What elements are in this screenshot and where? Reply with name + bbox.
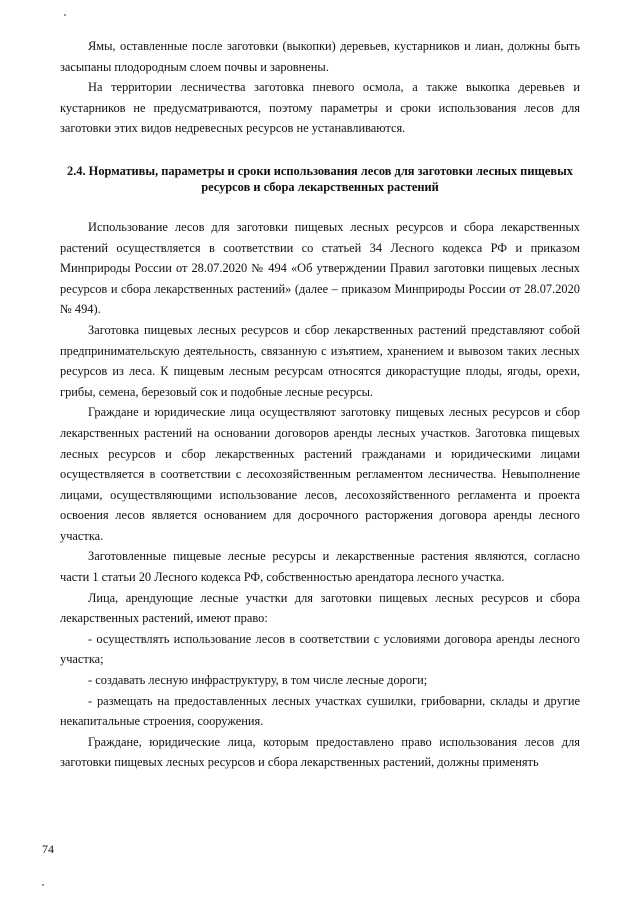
paragraph-harvesting-definition: Заготовка пищевых лесных ресурсов и сбор лекарственных растений представляют собой предпринимательскую деятельность, связанную с изъятием, хранением и вывозом таких лесных ресурсов из леса. К пищевым лесным ресурсам относятся дикорастущие плоды, ягоды, орехи, грибы, семена, березовый сок и подобные лесные ресурсы. (60, 322, 580, 399)
paragraph-obligations: Граждане, юридические лица, которым предоставлено право использования лесов для заготовки пищевых лесных ресурсов и сбора лекарственных растений, должны применять (60, 734, 580, 770)
list-item-text: - размещать на предоставленных лесных участках сушилки, грибоварни, склады и другие некапитальные строения, сооружения. (60, 693, 580, 729)
paragraph-stump-resin: На территории лесничества заготовка пневого осмола, а также выкопка деревьев и кустарников не предусматриваются, поэтому параметры и сроки использования лесов для заготовки этих видов недревесных ресурсов не устанавливаются. (60, 80, 580, 136)
scan-speck (64, 14, 66, 16)
list-item (60, 629, 580, 670)
paragraph-ownership: Заготовленные пищевые лесные ресурсы и лекарственные растения являются, согласно части 1 статьи 20 Лесного кодекса РФ, собственностью арендатора лесного участка. (60, 549, 580, 585)
paragraph-use-of-forests: Использование лесов для заготовки пищевых лесных ресурсов и сбора лекарственных растений осуществляется в соответствии со статьей 34 Лесного кодекса РФ и приказом Минприроды России от 28.07.2020 № 494 «Об утверждении Правил заготовки пищевых лесных ресурсов и сбора лекарственных растений» (далее – приказом Минприроды России от 28.07.2020 № 494). (60, 219, 580, 317)
section-heading: 2.4. Нормативы, параметры и сроки использования лесов для заготовки лесных пищевых ресурсов и сбора лекарственных растений (67, 163, 573, 194)
list-item-text: - создавать лесную инфраструктуру, в том числе лесные дороги; (88, 673, 428, 688)
list-item (60, 691, 580, 732)
paragraph-citizens-rights: Граждане и юридические лица осуществляют заготовку пищевых лесных ресурсов и сбор лекарственных растений на основании договоров аренды лесных участков. Заготовка пищевых лесных ресурсов и сбор лекарственных растений гражданами и юридическими лицами осуществляется в соответствии с лесохозяйственным регламентом лесничества. Невыполнение лицами, осуществляющими использование лесов, лесохозяйственного регламента и проекта освоения лесов является основанием для досрочного расторжения договора аренды лесного участка. (60, 405, 580, 543)
paragraph-pits: Ямы, оставленные после заготовки (выкопки) деревьев, кустарников и лиан, должны быть засыпаны плодородным слоем почвы и заровнены. (60, 39, 580, 74)
list-item (60, 670, 580, 691)
scan-speck (42, 884, 44, 886)
paragraph-lessee-rights: Лица, арендующие лесные участки для заготовки пищевых лесных ресурсов и сбора лекарственных растений, имеют право: (60, 590, 580, 626)
list-item-text: - осуществлять использование лесов в соответствии с условиями договора аренды лесного участка; (60, 631, 580, 667)
page-number: 74 (42, 842, 54, 856)
